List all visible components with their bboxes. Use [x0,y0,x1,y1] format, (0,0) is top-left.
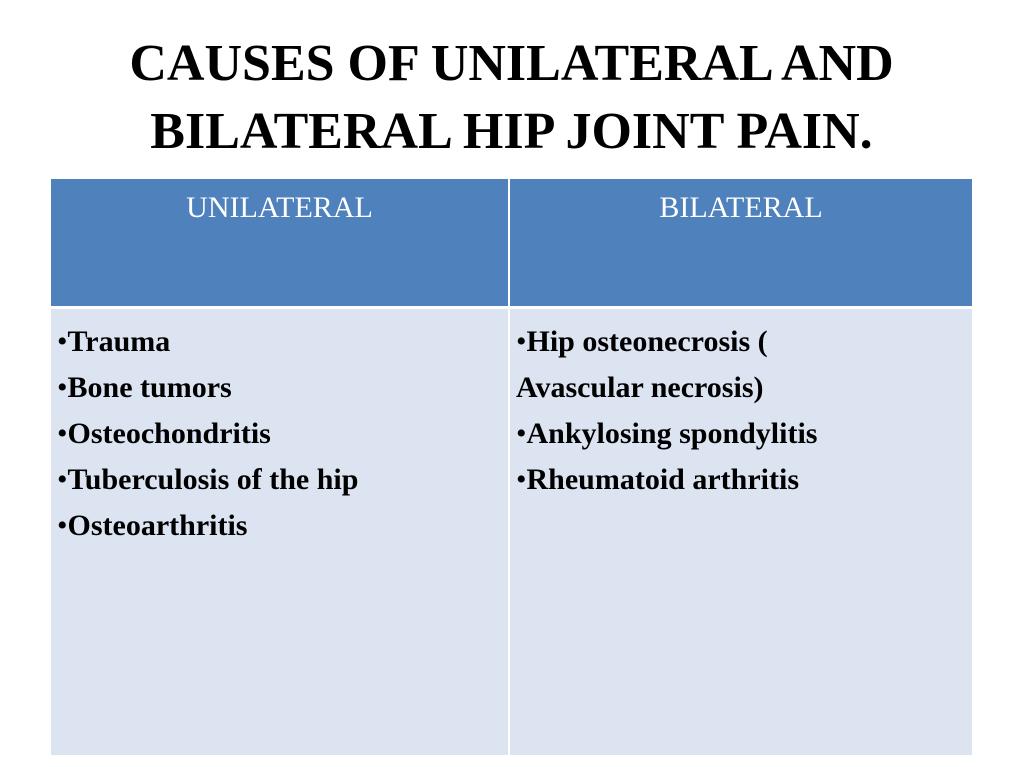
bilateral-cell [510,309,972,755]
bullet: • [57,417,68,450]
slide-title-line-1: CAUSES OF UNILATERAL AND [129,35,894,92]
list-item-text: Trauma [67,325,171,358]
bullet: • [516,463,527,496]
list-item-text: Bone tumors [67,371,232,404]
list-item-text: Hip osteonecrosis ( [526,325,768,358]
header-bilateral: BILATERAL [510,179,972,309]
bullet: • [516,417,527,450]
list-item [57,365,502,411]
list-item [57,411,502,457]
list-item [57,457,502,503]
list-item [57,319,502,365]
list-item-text: Avascular necrosis) [516,371,764,404]
header-unilateral: UNILATERAL [51,179,510,309]
list-item-text: Ankylosing spondylitis [526,417,818,450]
bullet: • [57,463,68,496]
unilateral-list [57,319,502,549]
bullet: • [57,509,68,542]
list-item-continuation [516,365,966,411]
list-item [516,457,966,503]
list-item [516,411,966,457]
list-item-text: Tuberculosis of the hip [67,463,359,496]
list-item-text: Osteochondritis [67,417,271,450]
list-item-text: Rheumatoid arthritis [526,463,800,496]
slide-title [0,30,1023,166]
bullet: • [516,325,527,358]
list-item [516,319,966,365]
list-item [57,503,502,549]
list-item-text: Osteoarthritis [67,509,248,542]
bullet: • [57,325,68,358]
bullet: • [57,371,68,404]
slide-title-line-2: BILATERAL HIP JOINT PAIN. [150,103,873,160]
causes-table [51,179,972,755]
bilateral-list [516,319,966,503]
unilateral-cell [51,309,510,755]
